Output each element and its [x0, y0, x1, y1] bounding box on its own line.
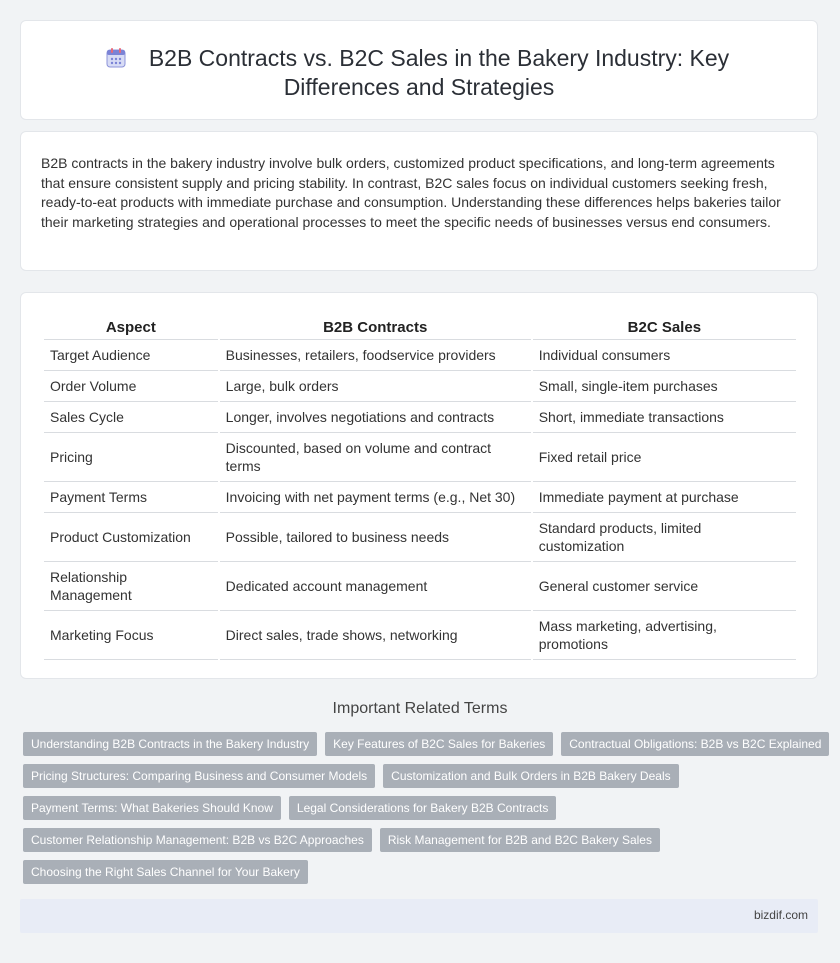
comparison-table — [42, 315, 798, 660]
cell-b2c: Mass marketing, advertising, promotions — [533, 611, 796, 660]
cell-b2c: Immediate payment at purchase — [533, 482, 796, 513]
cell-b2c: Short, immediate transactions — [533, 402, 796, 433]
related-terms-heading: Important Related Terms — [332, 700, 508, 717]
cell-aspect: Order Volume — [44, 371, 218, 402]
table-row — [44, 371, 796, 402]
header-aspect: Aspect — [44, 315, 218, 340]
related-tag[interactable]: Payment Terms: What Bakeries Should Know — [23, 796, 281, 820]
table-row — [44, 340, 796, 371]
cell-b2b: Discounted, based on volume and contract terms — [220, 433, 531, 482]
cell-b2b: Large, bulk orders — [220, 371, 531, 402]
footer — [20, 899, 818, 933]
cell-b2c: General customer service — [533, 562, 796, 611]
cell-b2b: Direct sales, trade shows, networking — [220, 611, 531, 660]
cell-b2c: Fixed retail price — [533, 433, 796, 482]
related-tag[interactable]: Customization and Bulk Orders in B2B Bakery Deals — [383, 764, 678, 788]
related-tag[interactable]: Choosing the Right Sales Channel for Your Bakery — [23, 860, 308, 884]
intro-card — [20, 131, 818, 271]
table-header-row — [44, 315, 796, 340]
cell-b2b: Possible, tailored to business needs — [220, 513, 531, 562]
page-title-line1: B2B Contracts vs. B2C Sales in the Bakery Industry: Key — [148, 45, 730, 71]
cell-b2b: Longer, involves negotiations and contracts — [220, 402, 531, 433]
cell-aspect: Sales Cycle — [44, 402, 218, 433]
related-terms-list — [23, 732, 823, 892]
related-tag[interactable]: Understanding B2B Contracts in the Bakery Industry — [23, 732, 317, 756]
table-row — [44, 433, 796, 482]
cell-aspect: Marketing Focus — [44, 611, 218, 660]
related-tag[interactable]: Pricing Structures: Comparing Business and Consumer Models — [23, 764, 375, 788]
cell-aspect: Product Customization — [44, 513, 218, 562]
intro-paragraph: B2B contracts in the bakery industry involve bulk orders, customized product specifications, and long-term agreements that ensure consistent supply and pricing stability. In contrast, B2C sales focus on individual customers seeking fresh, ready-to-eat products with immediate purchase and consumption. Understanding these differences helps bakeries tailor their marketing strategies and operational processes to meet the specific needs of businesses versus end consumers. — [41, 155, 781, 230]
related-tag[interactable]: Key Features of B2C Sales for Bakeries — [325, 732, 553, 756]
cell-b2b: Dedicated account management — [220, 562, 531, 611]
cell-b2c: Small, single-item purchases — [533, 371, 796, 402]
cell-aspect: Relationship Management — [44, 562, 218, 611]
table-row — [44, 562, 796, 611]
header-b2c: B2C Sales — [533, 315, 796, 340]
cell-b2c: Individual consumers — [533, 340, 796, 371]
related-tag[interactable]: Risk Management for B2B and B2C Bakery Sales — [380, 828, 660, 852]
page-title-line2: Differences and Strategies — [283, 74, 555, 100]
header-card — [20, 20, 818, 120]
table-row — [44, 482, 796, 513]
cell-aspect: Target Audience — [44, 340, 218, 371]
table-row — [44, 402, 796, 433]
cell-aspect: Pricing — [44, 433, 218, 482]
cell-aspect: Payment Terms — [44, 482, 218, 513]
site-link[interactable]: bizdif.com — [753, 908, 808, 922]
table-row — [44, 513, 796, 562]
cell-b2c: Standard products, limited customization — [533, 513, 796, 562]
related-tag[interactable]: Contractual Obligations: B2B vs B2C Explained — [561, 732, 829, 756]
page-title — [21, 44, 817, 102]
cell-b2b: Businesses, retailers, foodservice providers — [220, 340, 531, 371]
related-tag[interactable]: Customer Relationship Management: B2B vs B2C Approaches — [23, 828, 372, 852]
cell-b2b: Invoicing with net payment terms (e.g., Net 30) — [220, 482, 531, 513]
related-tag[interactable]: Legal Considerations for Bakery B2B Contracts — [289, 796, 556, 820]
table-row — [44, 611, 796, 660]
header-b2b: B2B Contracts — [220, 315, 531, 340]
comparison-card — [20, 292, 818, 679]
